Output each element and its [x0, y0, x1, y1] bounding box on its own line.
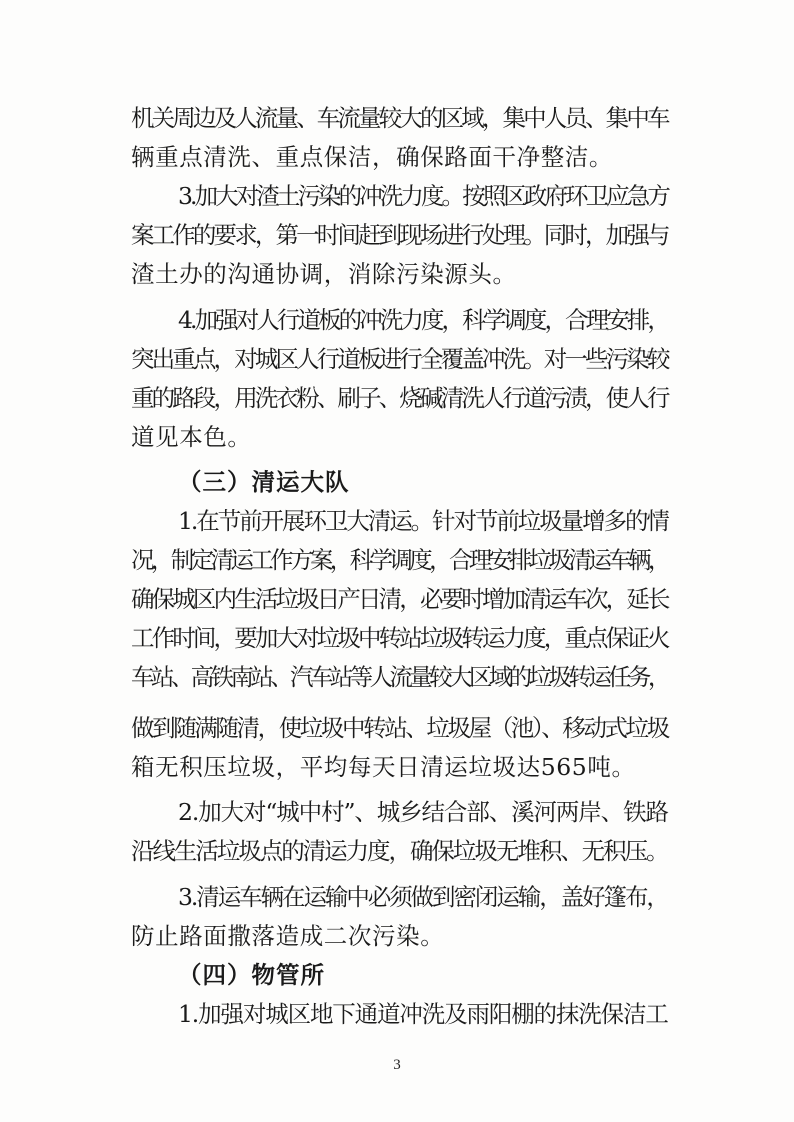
text-line-11: 1.在节前开展环卫大清运。针对节前垃圾量增多的情: [178, 507, 668, 535]
text-line-9: 道见本色。: [131, 423, 252, 451]
text-line-1: 机关周边及人流量、车流量较大的区域，集中人员、集中车: [131, 104, 668, 132]
text-line-12: 况，制定清运工作方案，科学调度，合理安排垃圾清运车辆，: [131, 546, 668, 574]
text-line-23: 1.加强对城区地下通道冲洗及雨阳棚的抹洗保洁工: [178, 1000, 668, 1028]
section-heading-4: （四）物管所: [178, 961, 325, 989]
page-number: 3: [393, 1057, 401, 1073]
section-heading-3: （三）清运大队: [178, 468, 350, 496]
text-line-4: 案工作的要求，第一时间赶到现场进行处理。同时，加强与: [131, 221, 668, 249]
text-line-20: 3.清运车辆在运输中必须做到密闭运输，盖好篷布，: [178, 883, 668, 911]
text-line-5: 渣土办的沟通协调，消除污染源头。: [131, 260, 517, 288]
text-line-15: 车站、高铁南站、汽车站等人流量较大区域的垃圾转运任务，: [131, 663, 668, 691]
text-line-7: 突出重点，对城区人行道板进行全覆盖冲洗。对一些污染较: [131, 345, 668, 373]
text-line-6: 4.加强对人行道板的冲洗力度，科学调度，合理安排，: [178, 306, 668, 334]
text-line-17: 箱无积压垃圾，平均每天日清运垃圾达565吨。: [131, 753, 636, 781]
text-line-19: 沿线生活垃圾点的清运力度，确保垃圾无堆积、无积压。: [131, 837, 668, 865]
text-line-18: 2.加大对“城中村”、城乡结合部、溪河两岸、铁路: [178, 798, 668, 826]
text-line-13: 确保城区内生活垃圾日产日清，必要时增加清运车次，延长: [131, 585, 668, 613]
text-line-21: 防止路面撒落造成二次污染。: [131, 922, 445, 950]
text-line-14: 工作时间，要加大对垃圾中转站垃圾转运力度，重点保证火: [131, 624, 668, 652]
text-line-2: 辆重点清洗、重点保洁，确保路面干净整洁。: [131, 143, 613, 171]
text-line-8: 重的路段，用洗衣粉、刷子、烧碱清洗人行道污渍，使人行: [131, 384, 668, 412]
text-line-16: 做到随满随清，使垃圾中转站、垃圾屋（池）、移动式垃圾: [131, 714, 668, 742]
text-line-3: 3.加大对渣土污染的冲洗力度。按照区政府环卫应急方: [178, 182, 668, 210]
